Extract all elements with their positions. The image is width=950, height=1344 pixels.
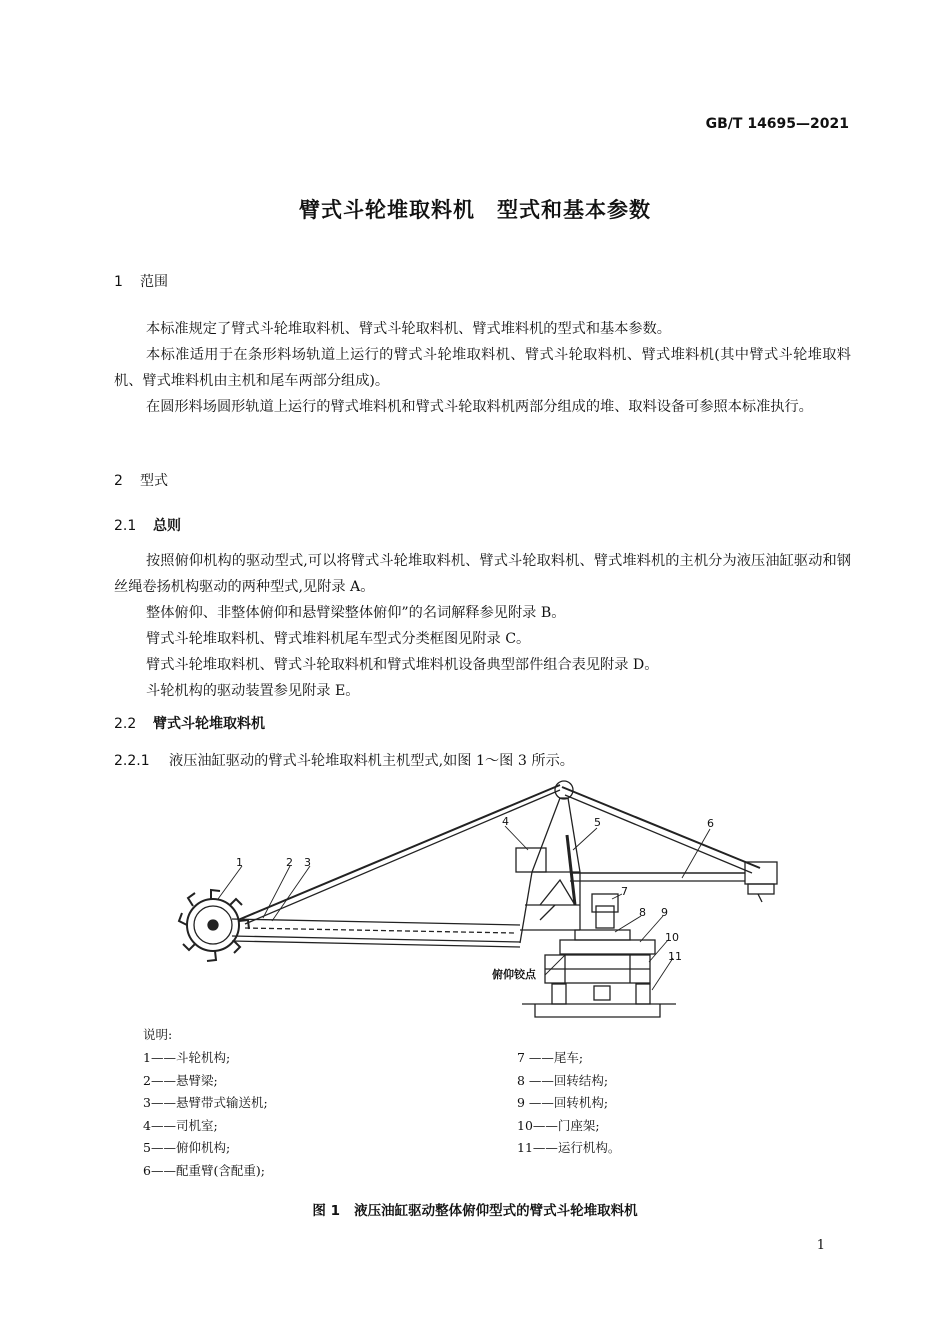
legend-item: 2——悬臂梁;	[143, 1072, 218, 1088]
counterweight-stay	[562, 787, 760, 868]
figure-caption	[0, 1199, 950, 1219]
tail-car	[575, 894, 630, 940]
legend-item: 1——斗轮机构;	[143, 1050, 231, 1065]
bucket-wheel	[179, 890, 249, 961]
callout-label: 1	[236, 856, 243, 869]
section-title: 臂式斗轮堆取料机	[153, 716, 265, 732]
callout-label: 9	[661, 906, 668, 919]
section-number: 2.2.1	[114, 753, 150, 769]
section-number: 2.2	[114, 716, 137, 732]
standard-number: GB/T 14695—2021	[705, 116, 849, 132]
legend-item: 11——运行机构。	[517, 1140, 621, 1155]
legend-item: 8 ——回转结构;	[517, 1072, 609, 1088]
paragraph: 本标准规定了臂式斗轮堆取料机、臂式斗轮取料机、臂式堆料机的型式和基本参数。	[146, 321, 671, 337]
paragraph: 臂式斗轮堆取料机、臂式堆料机尾车型式分类框图见附录 C。	[146, 631, 531, 647]
figure-title: 液压油缸驱动整体俯仰型式的臂式斗轮堆取料机	[354, 1203, 638, 1219]
section-text: 液压油缸驱动的臂式斗轮堆取料机主机型式,如图 1～图 3 所示。	[169, 753, 574, 769]
counterweight-boom	[570, 862, 777, 902]
callout-label: 7	[621, 885, 628, 898]
section-title: 范围	[140, 274, 168, 290]
legend-item: 9 ——回转机构;	[517, 1095, 609, 1110]
callout-label: 5	[594, 816, 601, 829]
section-number: 1	[114, 274, 123, 290]
callout-label: 2	[286, 856, 293, 869]
figure-number: 图 1	[312, 1203, 340, 1219]
callout-label: 10	[665, 931, 679, 944]
callout-label: 8	[639, 906, 646, 919]
legend-item: 5——俯仰机构;	[143, 1140, 231, 1155]
callout-label: 4	[502, 815, 509, 828]
callout-label: 11	[668, 950, 682, 963]
paragraph: 在圆形料场圆形轨道上运行的臂式堆料机和臂式斗轮取料机两部分组成的堆、取料设备可参照本标准执行。	[146, 399, 813, 415]
legend-item: 4——司机室;	[143, 1117, 218, 1133]
section-title: 型式	[140, 473, 168, 489]
pivot-label: 俯仰铰点	[492, 968, 536, 981]
legend-item: 10——门座架;	[517, 1117, 600, 1133]
slewing-structure	[560, 940, 655, 954]
operator-cab	[516, 848, 546, 872]
paragraph: 按照俯仰机构的驱动型式,可以将臂式斗轮堆取料机、臂式斗轮取料机、臂式堆料机的主机分为液压油缸驱动和钢丝绳卷扬机构驱动的两种型式,见附录 A。	[114, 553, 851, 595]
legend-item: 3——悬臂带式输送机;	[143, 1095, 268, 1110]
counterweight-stay	[565, 795, 752, 873]
section-title: 总则	[153, 518, 181, 534]
boom	[232, 919, 520, 947]
callout-label: 6	[707, 817, 714, 830]
paragraph: 本标准适用于在条形料场轨道上运行的臂式斗轮堆取料机、臂式斗轮取料机、臂式堆料机(其中臂式斗轮堆取料机、臂式堆料机由主机和尾车两部分组成)。	[114, 347, 851, 389]
paragraph: 整体俯仰、非整体俯仰和悬臂梁整体俯仰”的名词解释参见附录 B。	[146, 605, 566, 621]
callout-label: 3	[304, 856, 311, 869]
paragraph: 臂式斗轮堆取料机、臂式斗轮取料机和臂式堆料机设备典型部件组合表见附录 D。	[146, 657, 659, 673]
paragraph: 斗轮机构的驱动装置参见附录 E。	[146, 683, 360, 699]
legend-left	[143, 1047, 268, 1182]
legend-right	[517, 1047, 620, 1160]
legend-title: 说明:	[143, 1027, 173, 1042]
section-number: 2.1	[114, 518, 137, 534]
page-title: 臂式斗轮堆取料机 型式和基本参数	[299, 198, 651, 222]
page-number: 1	[816, 1238, 825, 1253]
section-number: 2	[114, 473, 123, 489]
callout-leaders	[218, 826, 710, 990]
legend-item: 6——配重臂(含配重);	[143, 1162, 265, 1178]
legend-item: 7 ——尾车;	[517, 1050, 584, 1065]
